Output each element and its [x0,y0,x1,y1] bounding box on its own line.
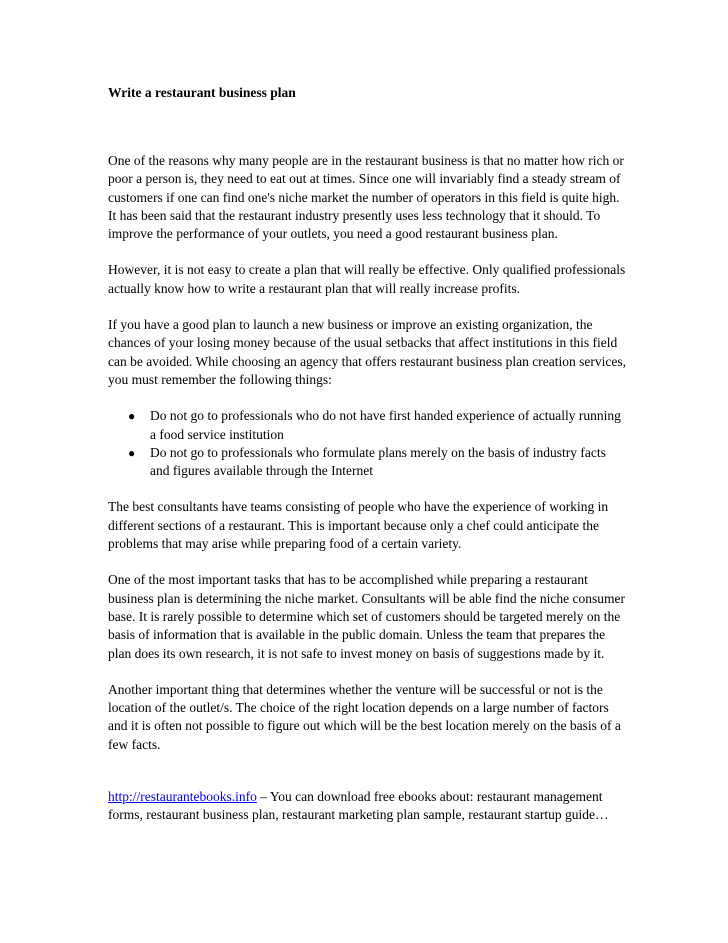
bullet-icon: ● [128,409,136,424]
restaurantebooks-link[interactable]: http://restaurantebooks.info [108,789,257,805]
list-item [128,407,628,444]
paragraph-choosing-agency: If you have a good plan to launch a new business or improve an existing organization, the chances of your losing money because of the usual setbacks that affect institutions in this field can be avoided. While choosing an agency that offers restaurant business plan creation services, you must remember the following things: [108,317,626,387]
document-title: Write a restaurant business plan [108,85,296,100]
spacer [108,772,628,788]
paragraph-location: Another important thing that determines whether the venture will be successful or not is the location of the outlet/s. The choice of the right location depends on a large number of factors and it is often not possible to figure out which will be the best location merely on the basis of a few facts. [108,681,621,752]
paragraph-niche-market: One of the most important tasks that has to be accomplished while preparing a restaurant business plan is determining the niche market. Consultants will be able find the niche consumer base. It is rarely possible to determine which set of customers should be targeted merely on the basis of information that is available in the public domain. Unless the team that prepares the plan does its own research, it is not safe to invest money on basis of suggestions made by it. [108,572,626,661]
list-item [128,444,628,481]
paragraph-best-consultants: The best consultants have teams consisting of people who have the experience of working in different sections of a restaurant. This is important because only a chef could anticipate the problems that may arise while preparing food of a certain variety. [108,499,609,552]
footer-text: – You can download free ebooks about: restaurant management forms, restaurant business plan, restaurant marketing plan sample, restaurant startup guide… [108,789,609,823]
document-body [108,152,628,843]
list-item-text: Do not go to professionals who do not have first handed experience of actually running a food service institution [150,408,621,442]
bullet-icon: ● [128,445,136,460]
footer-note [108,788,628,825]
paragraph-qualified-professionals: However, it is not easy to create a plan that will really be effective. Only qualified professionals actually know how to write a restaurant plan that will really increase profits. [108,262,626,296]
list-item-text: Do not go to professionals who formulate plans merely on the basis of industry facts and figures available through the Internet [150,444,606,479]
paragraph-intro: One of the reasons why many people are in the restaurant business is that no matter how rich or poor a person is, they need to eat out at times. Since one will invariably find a steady stream of customers if one can find one's niche market the number of operators in this field is quite high. It has been said that the restaurant industry presently uses less technology that it should. To improve the performance of your outlets, you need a good restaurant business plan. [108,153,624,242]
advice-list [108,407,628,480]
